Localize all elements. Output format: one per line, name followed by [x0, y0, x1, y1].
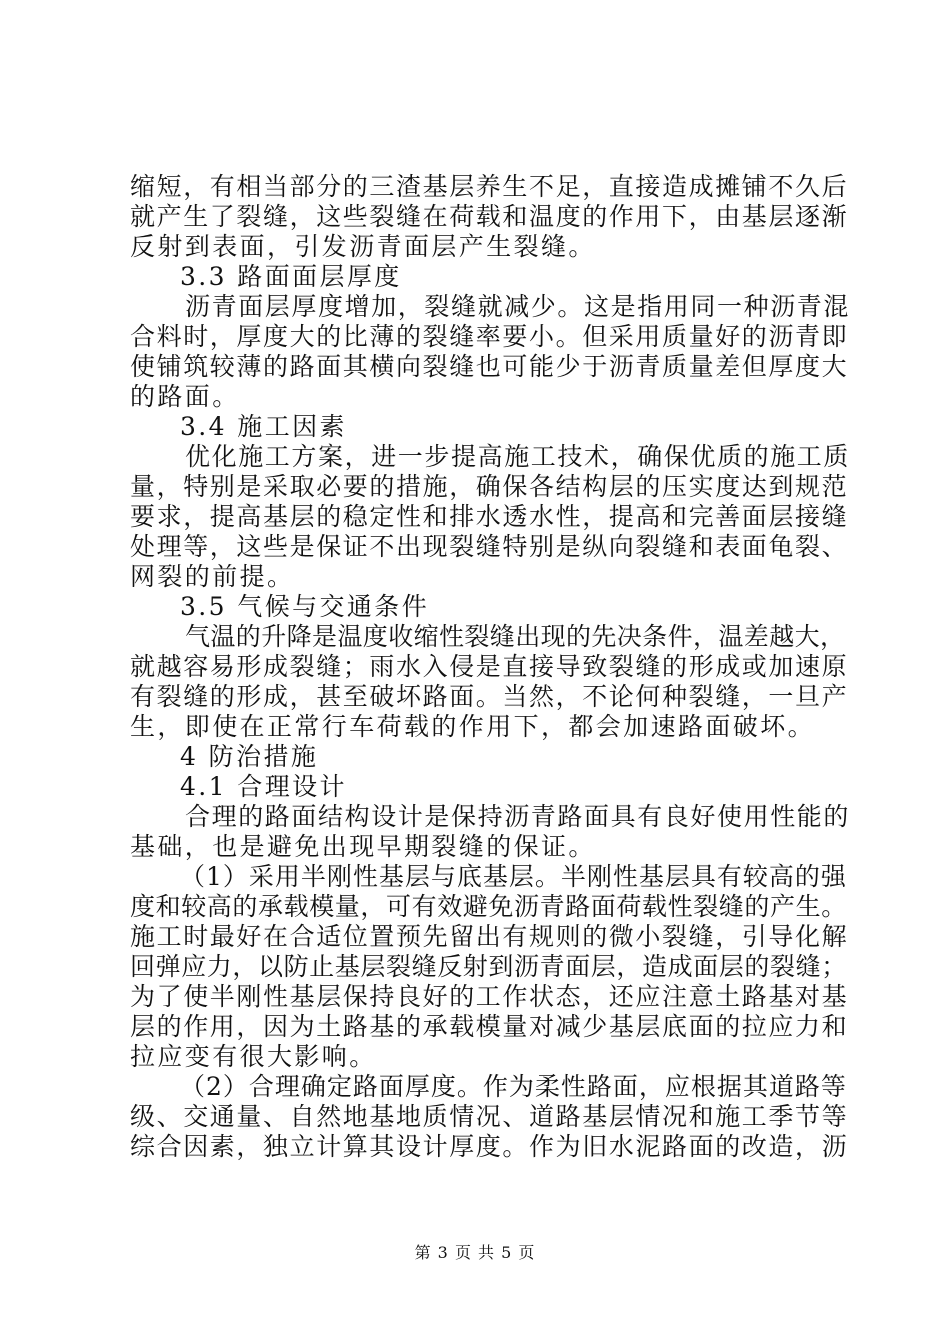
text-line: 缩短，有相当部分的三渣基层养生不足，直接造成摊铺不久后	[130, 172, 849, 201]
body-text	[130, 172, 851, 1162]
text-line: 合理的路面结构设计是保持沥青路面具有良好使用性能的	[185, 802, 851, 831]
text-line: 使铺筑较薄的路面其横向裂缝也可能少于沥青质量差但厚度大	[130, 352, 849, 381]
text-line: 回弹应力，以防止基层裂缝反射到沥青面层，造成面层的裂缝；	[130, 952, 847, 981]
text-line: 的路面。	[130, 382, 240, 411]
text-line: 级、交通量、自然地基地质情况、道路基层情况和施工季节等	[130, 1102, 849, 1131]
text-line: （2）合理确定路面厚度。作为柔性路面，应根据其道路等	[180, 1072, 847, 1101]
text-line: 拉应变有很大影响。	[130, 1042, 377, 1071]
text-line: 气温的升降是温度收缩性裂缝出现的先决条件，温差越大，	[185, 622, 846, 651]
text-line: 层的作用，因为土路基的承载模量对减少基层底面的拉应力和	[130, 1012, 849, 1041]
text-line: 合料时，厚度大的比薄的裂缝率要小。但采用质量好的沥青即	[130, 322, 849, 351]
text-line: 基础，也是避免出现早期裂缝的保证。	[130, 832, 596, 861]
text-line: （1）采用半刚性基层与底基层。半刚性基层具有较高的强	[180, 862, 847, 891]
page-number-footer: 第 3 页 共 5 页	[414, 1243, 536, 1262]
section-heading: 3.3 路面面层厚度	[180, 262, 402, 291]
text-line: 生，即使在正常行车荷载的作用下，都会加速路面破坏。	[130, 712, 816, 741]
text-line: 就产生了裂缝，这些裂缝在荷载和温度的作用下，由基层逐渐	[130, 202, 849, 231]
text-line: 度和较高的承载模量，可有效避免沥青路面荷载性裂缝的产生。	[130, 892, 847, 921]
section-heading: 3.5 气候与交通条件	[180, 592, 430, 621]
text-line: 沥青面层厚度增加，裂缝就减少。这是指用同一种沥青混	[185, 292, 851, 321]
text-line: 反射到表面，引发沥青面层产生裂缝。	[130, 232, 596, 261]
text-line: 为了使半刚性基层保持良好的工作状态，还应注意土路基对基	[130, 982, 849, 1011]
text-line: 优化施工方案，进一步提高施工技术，确保优质的施工质	[185, 442, 851, 471]
section-heading: 3.4 施工因素	[180, 412, 347, 441]
text-line: 量，特别是采取必要的措施，确保各结构层的压实度达到规范	[130, 472, 849, 501]
text-line: 就越容易形成裂缝；雨水入侵是直接导致裂缝的形成或加速原	[130, 652, 849, 681]
text-line: 综合因素，独立计算其设计厚度。作为旧水泥路面的改造，沥	[130, 1132, 849, 1161]
section-heading: 4 防治措施	[180, 742, 319, 771]
text-line: 要求，提高基层的稳定性和排水透水性，提高和完善面层接缝	[130, 502, 849, 531]
text-line: 施工时最好在合适位置预先留出有规则的微小裂缝，引导化解	[130, 922, 849, 951]
section-heading: 4.1 合理设计	[180, 772, 347, 801]
text-line: 有裂缝的形成，甚至破坏路面。当然，不论何种裂缝，一旦产	[130, 682, 849, 711]
text-line: 处理等，这些是保证不出现裂缝特别是纵向裂缝和表面龟裂、	[130, 532, 849, 561]
text-line: 网裂的前提。	[130, 562, 295, 591]
